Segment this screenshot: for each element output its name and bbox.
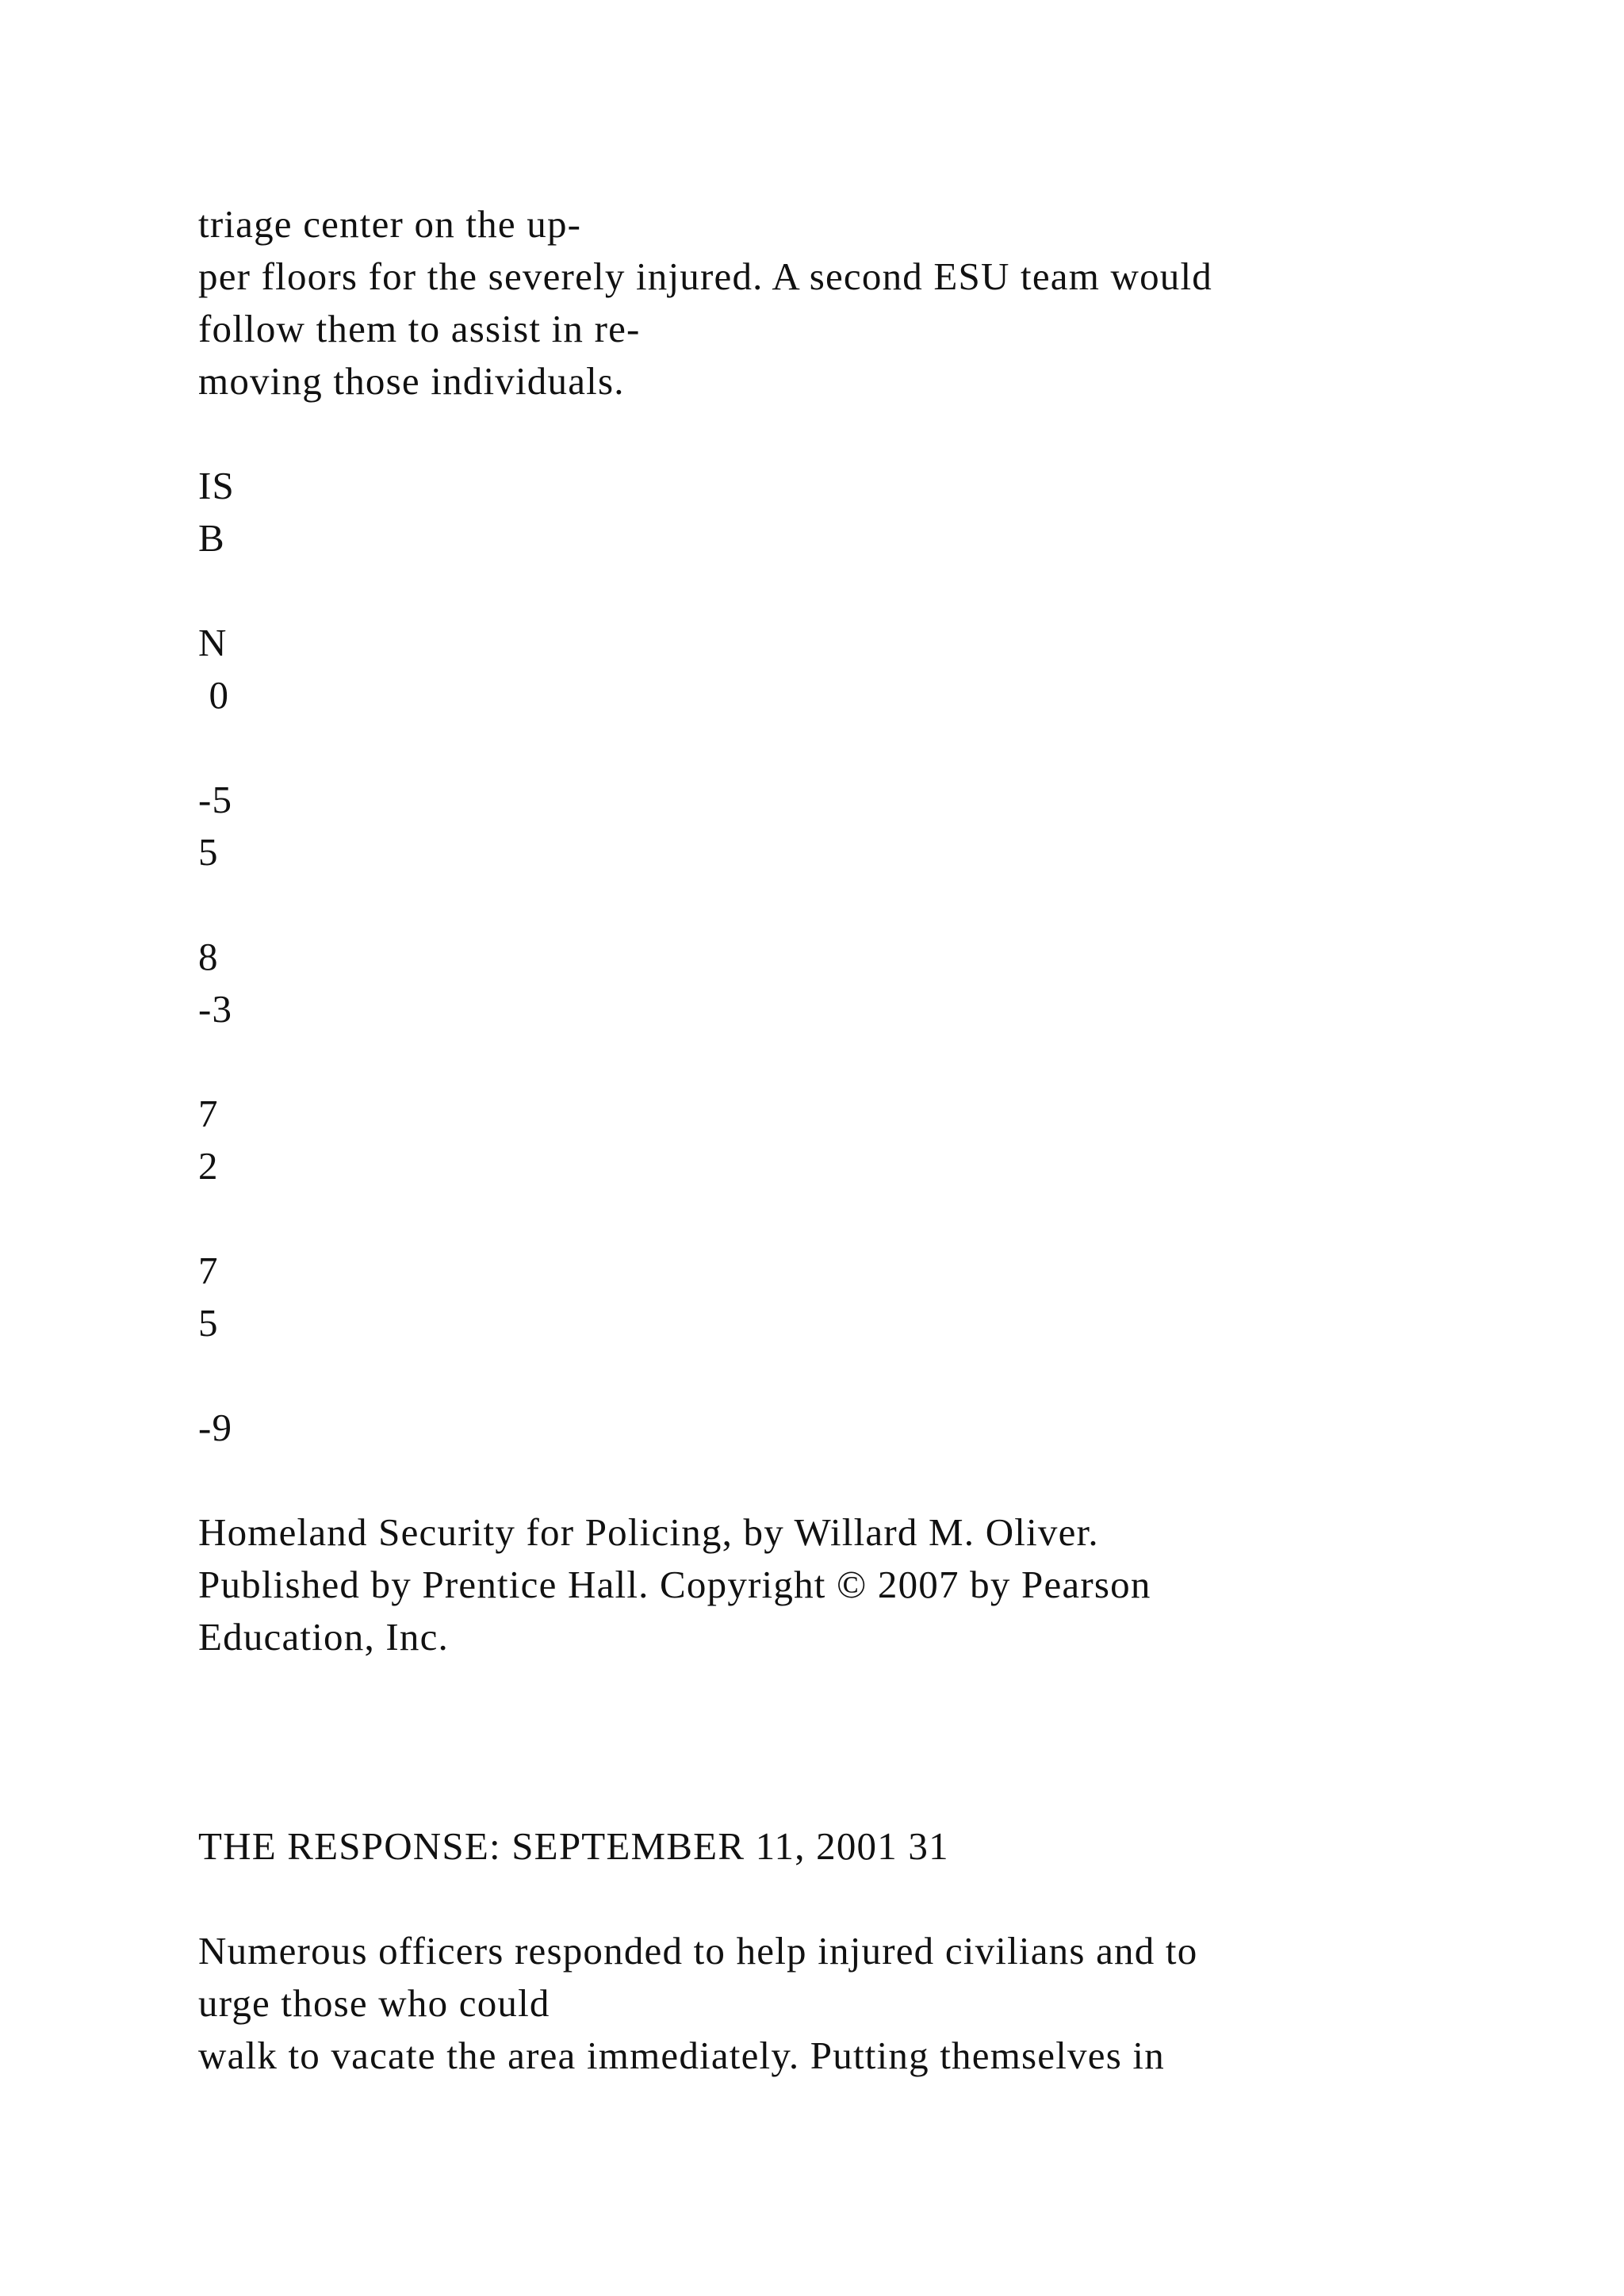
copyright-line: Education, Inc. (198, 1615, 449, 1659)
text-line: follow them to assist in re- (198, 307, 641, 350)
isbn-fragment: 8 (198, 935, 219, 978)
text-line: triage center on the up- (198, 202, 582, 246)
copyright-line: Published by Prentice Hall. Copyright © 2007 by Pearson (198, 1563, 1151, 1606)
text-line: moving those individuals. (198, 359, 625, 403)
isbn-fragment: 5 (198, 830, 219, 874)
isbn-fragment: 7 (198, 1092, 219, 1135)
isbn-fragment: 5 (198, 1301, 219, 1345)
isbn-fragment: 0 (198, 673, 230, 717)
text-line: Numerous officers responded to help injured civilians and to (198, 1929, 1198, 1973)
isbn-fragment: B (198, 516, 225, 560)
isbn-fragment: 7 (198, 1249, 219, 1292)
running-header: THE RESPONSE: SEPTEMBER 11, 2001 31 (198, 1824, 949, 1868)
isbn-fragment: N (198, 621, 228, 664)
isbn-fragment: 2 (198, 1144, 219, 1188)
text-line: walk to vacate the area immediately. Putting themselves in (198, 2034, 1165, 2077)
isbn-fragment: -3 (198, 987, 233, 1031)
isbn-fragment: IS (198, 464, 235, 507)
text-line: per floors for the severely injured. A second ESU team would (198, 254, 1213, 298)
isbn-fragment: -9 (198, 1406, 233, 1449)
copyright-line: Homeland Security for Policing, by Willard M. Oliver. (198, 1510, 1099, 1554)
text-line: urge those who could (198, 1981, 550, 2025)
isbn-fragment: -5 (198, 778, 233, 821)
